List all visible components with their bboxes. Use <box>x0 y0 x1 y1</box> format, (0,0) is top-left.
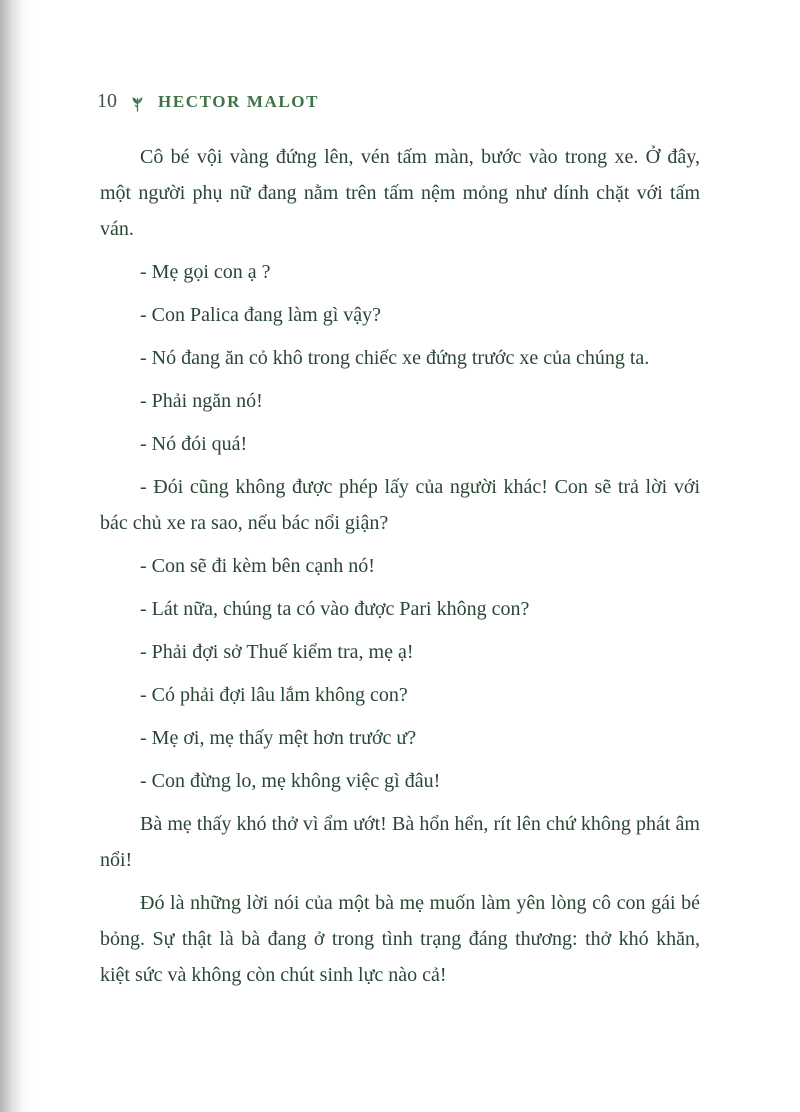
leaf-sprig-icon <box>129 95 146 113</box>
paragraph: Cô bé vội vàng đứng lên, vén tấm màn, bước vào trong xe. Ở đây, một người phụ nữ đang nằm trên tấm nệm mỏng như dính chặt với tấm ván. <box>100 146 700 240</box>
dialogue-line: - Con sẽ đi kèm bên cạnh nó! <box>140 555 375 577</box>
dialogue-line: - Con đừng lo, mẹ không việc gì đâu! <box>140 770 441 792</box>
dialogue-line: - Mẹ gọi con ạ ? <box>140 261 271 283</box>
dialogue-line: - Con Palica đang làm gì vậy? <box>140 304 382 326</box>
paragraph: Bà mẹ thấy khó thở vì ẩm ướt! Bà hổn hển, rít lên chứ không phát âm nổi! <box>100 813 700 871</box>
dialogue-line: - Phải đợi sở Thuế kiểm tra, mẹ ạ! <box>140 641 414 663</box>
dialogue-line: - Mẹ ơi, mẹ thấy mệt hơn trước ư? <box>140 727 417 749</box>
page-number: 10 <box>97 90 117 112</box>
dialogue-line: - Đói cũng không được phép lấy của người khác! Con sẽ trả lời với bác chủ xe ra sao, nếu bác nổi giận? <box>100 476 700 534</box>
page-spine-shadow <box>0 0 36 1112</box>
dialogue-line: - Phải ngăn nó! <box>140 390 263 412</box>
running-head-author: HECTOR MALOT <box>158 91 320 111</box>
dialogue-line: - Nó đói quá! <box>140 433 248 455</box>
dialogue-line: - Lát nữa, chúng ta có vào được Pari không con? <box>140 598 530 620</box>
paragraph: Đó là những lời nói của một bà mẹ muốn làm yên lòng cô con gái bé bỏng. Sự thật là bà đang ở trong tình trạng đáng thương: thở khó khăn, kiệt sức và không còn chút sinh lực nào cả! <box>100 892 700 986</box>
dialogue-line: - Có phải đợi lâu lắm không con? <box>140 684 408 706</box>
page-header <box>0 0 800 113</box>
dialogue-line: - Nó đang ăn cỏ khô trong chiếc xe đứng trước xe của chúng ta. <box>140 347 650 369</box>
page-text <box>100 139 700 993</box>
